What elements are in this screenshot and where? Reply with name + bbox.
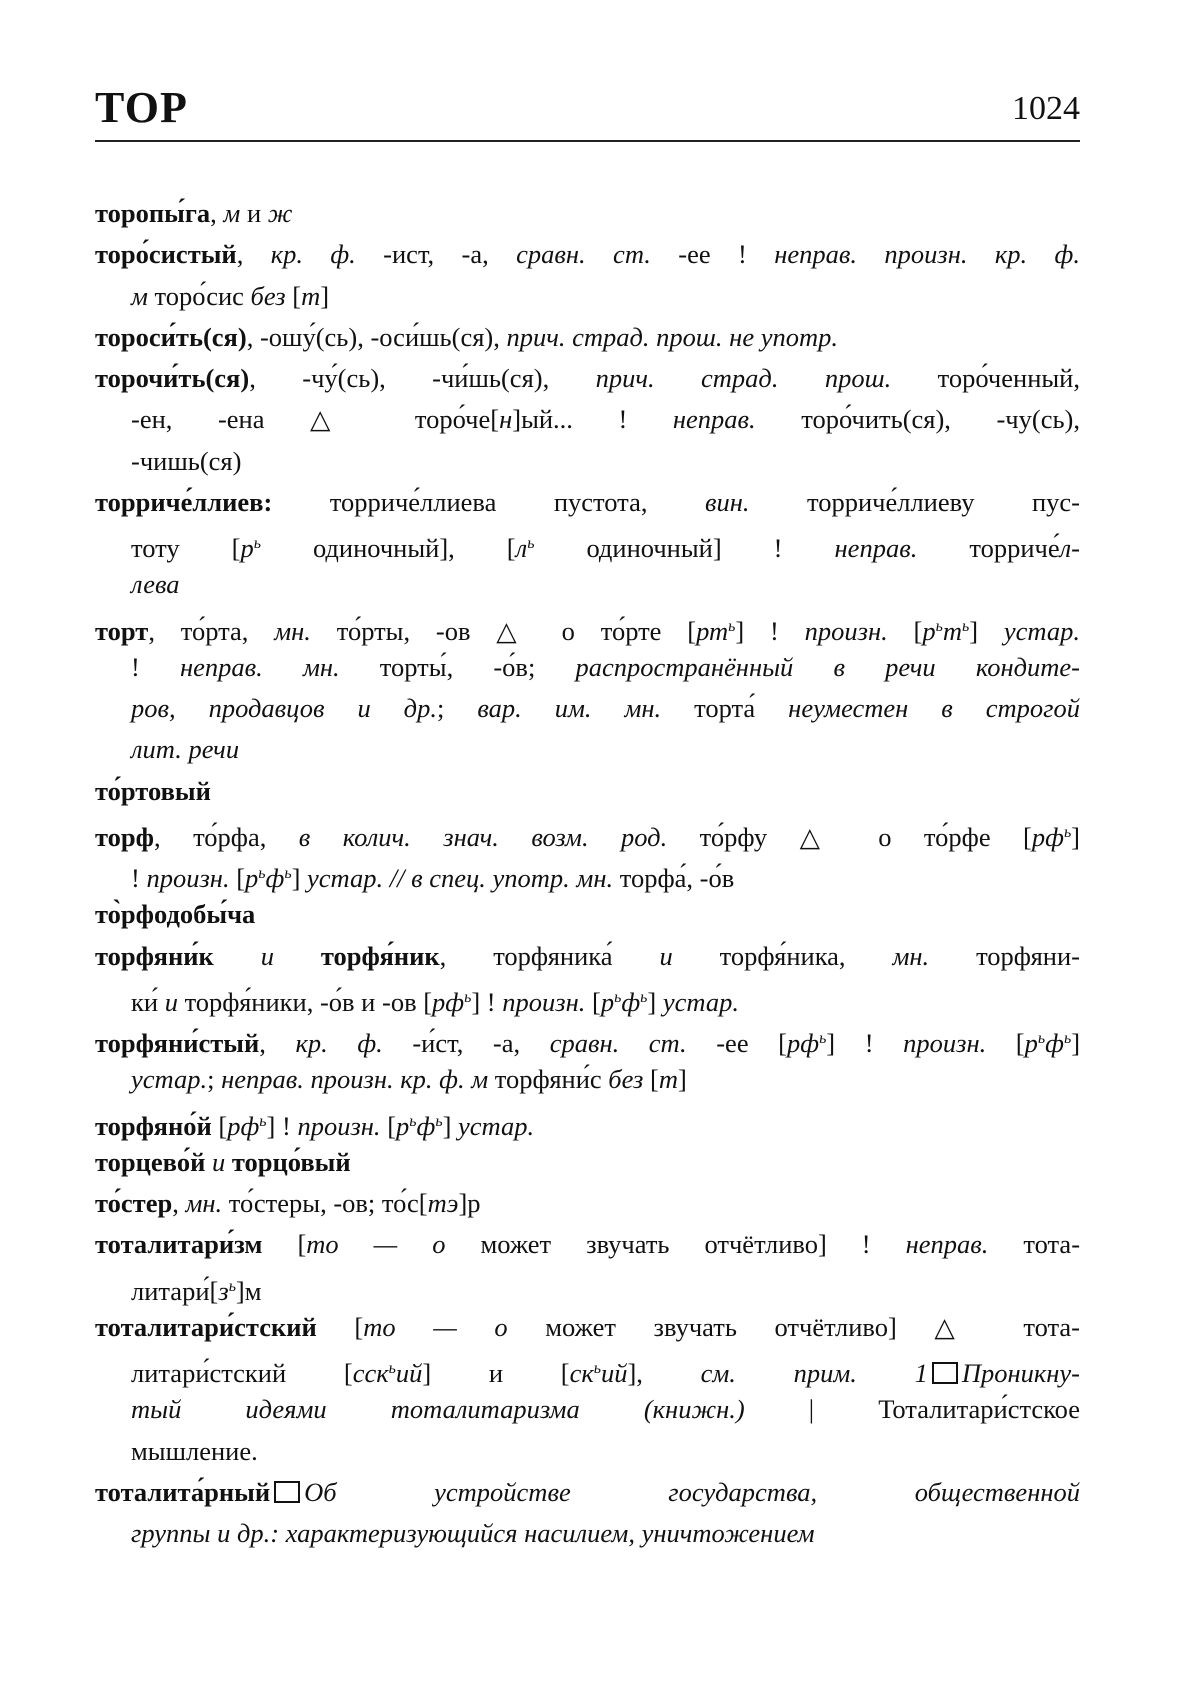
italic-note: произн. bbox=[297, 1110, 381, 1141]
entry-text: ] ! bbox=[826, 1028, 904, 1058]
entry-text: -ен, -ена △ торо́че[ bbox=[131, 404, 500, 435]
dictionary-entry bbox=[95, 894, 1080, 935]
entry-text: ] bbox=[1071, 1028, 1080, 1058]
italic-note: мн. bbox=[892, 940, 930, 971]
entry-text: торо́сис bbox=[147, 280, 251, 311]
soft-sign-superscript: ь bbox=[527, 535, 535, 552]
italic-note: л bbox=[515, 533, 528, 563]
dictionary-entry bbox=[95, 936, 1080, 1019]
italic-note: группы и др.: характеризующийся насилием, уничтожением bbox=[131, 1518, 815, 1548]
italic-note: неправ. произн. кр. ф. bbox=[774, 239, 1080, 270]
soft-sign-superscript: ь bbox=[614, 988, 622, 1006]
italic-note: то — о bbox=[363, 1311, 508, 1342]
entry-text: ], bbox=[627, 1358, 701, 1388]
dictionary-entry bbox=[95, 1472, 1080, 1555]
italic-note: ий bbox=[600, 1358, 628, 1388]
dictionary-entry bbox=[95, 812, 1080, 895]
entry-text: тота- bbox=[988, 1229, 1080, 1260]
italic-note: прич. страд. прош. не употр. bbox=[506, 321, 838, 352]
italic-note: устар. // в спец. употр. мн. bbox=[307, 863, 614, 893]
entry-text: торо́ченный, bbox=[891, 363, 1080, 393]
entry-text: [ bbox=[643, 1064, 659, 1095]
entry-text: [ bbox=[262, 1229, 307, 1260]
definition-box-icon bbox=[932, 1362, 958, 1384]
entry-text bbox=[580, 1394, 644, 1424]
headword: тоталита́рный bbox=[95, 1476, 271, 1507]
italic-note: Об устройстве государства, общественной bbox=[304, 1476, 1080, 1507]
headword: торцево́й bbox=[95, 1146, 206, 1177]
entry-text: ки́ bbox=[131, 986, 165, 1017]
entry-text: ; bbox=[207, 1064, 222, 1095]
entry-text: [ bbox=[211, 1110, 228, 1141]
entry-text: то́стеры, -ов; то́с[ bbox=[222, 1188, 428, 1218]
dictionary-entry bbox=[95, 1183, 1080, 1224]
italic-note: Проникну- bbox=[961, 1358, 1080, 1388]
italic-note: мн. bbox=[274, 615, 311, 646]
italic-note: неправ. мн. bbox=[180, 651, 340, 682]
italic-note: произн. bbox=[502, 986, 586, 1017]
entry-text: торриче́ bbox=[917, 533, 1060, 563]
entry-line bbox=[95, 688, 1080, 729]
dictionary-entry bbox=[95, 1224, 1080, 1307]
entry-line bbox=[95, 234, 1080, 275]
headword: тоталитари́стский bbox=[95, 1311, 317, 1342]
entry-text: торта́ bbox=[661, 693, 789, 723]
italic-note: кр. ф. bbox=[295, 1028, 383, 1058]
headword: торт bbox=[95, 615, 149, 646]
headword: то́стер bbox=[95, 1188, 173, 1218]
headword: тороси́ть(ся) bbox=[95, 321, 247, 352]
entry-line bbox=[95, 317, 1080, 358]
soft-sign-superscript: ь bbox=[253, 535, 261, 552]
entry-line bbox=[95, 771, 1080, 812]
soft-sign-superscript: ь bbox=[593, 1360, 601, 1377]
entry-text: ]ый... ! bbox=[512, 404, 673, 435]
entry-line bbox=[95, 1266, 1080, 1307]
headword: торцо́вый bbox=[231, 1146, 351, 1177]
entry-text: , торфяника́ bbox=[439, 940, 660, 971]
entry-text: торфяни́с bbox=[488, 1064, 609, 1095]
entry-text: , то́рфа, bbox=[154, 821, 299, 852]
italic-note: устар. bbox=[458, 1110, 535, 1141]
italic-note: р bbox=[245, 863, 259, 893]
entry-text: , bbox=[236, 239, 271, 270]
italic-note: ск bbox=[569, 1358, 594, 1388]
headword: торопы́га bbox=[95, 198, 211, 228]
entry-line bbox=[95, 729, 1080, 770]
italic-note: сравн. ст. bbox=[516, 239, 651, 270]
italic-note: т bbox=[658, 1064, 678, 1095]
dictionary-entry bbox=[95, 358, 1080, 482]
italic-note: произн. bbox=[146, 863, 230, 893]
dictionary-entry bbox=[95, 234, 1080, 317]
entry-line bbox=[95, 1018, 1080, 1059]
entry-text: ! bbox=[131, 863, 147, 893]
soft-sign-superscript: ь bbox=[640, 988, 648, 1006]
headword: торочи́ть(ся) bbox=[95, 363, 250, 393]
entry-text: [ bbox=[585, 986, 601, 1017]
dictionary-entry bbox=[95, 1307, 1080, 1472]
soft-sign-superscript: ь bbox=[1063, 1030, 1072, 1047]
soft-sign-superscript: ь bbox=[258, 865, 266, 882]
entry-text: , -чу́(сь), -чи́шь(ся), bbox=[249, 363, 596, 393]
italic-note: мн. bbox=[185, 1188, 223, 1218]
entry-text: ]р bbox=[458, 1188, 481, 1218]
headword: торфяни́стый bbox=[95, 1028, 260, 1058]
entry-text: литари́стский [ bbox=[131, 1358, 353, 1388]
italic-note: н bbox=[499, 404, 513, 435]
italic-note: устар. bbox=[662, 986, 739, 1017]
italic-note: сск bbox=[352, 1358, 389, 1388]
italic-note: и bbox=[659, 940, 673, 971]
entry-line bbox=[95, 399, 1080, 440]
entry-line bbox=[95, 936, 1080, 977]
italic-note: м bbox=[131, 280, 148, 311]
dictionary-entry bbox=[95, 317, 1080, 358]
soft-sign-superscript: ь bbox=[409, 1112, 417, 1130]
entry-text: -ист, -а, bbox=[355, 239, 517, 270]
entry-line bbox=[95, 193, 1080, 234]
soft-sign-superscript: ь bbox=[259, 1112, 267, 1130]
entry-text: то́рты, -ов △ о то́рте [ bbox=[310, 615, 697, 646]
headword: торфя́ник bbox=[320, 940, 440, 971]
entry-text: может звучать отчётливо] △ тота- bbox=[507, 1311, 1080, 1342]
entry-text: , bbox=[210, 198, 224, 228]
headword: торф bbox=[95, 821, 154, 852]
soft-sign-superscript: ь bbox=[1063, 823, 1072, 841]
entry-text: , bbox=[259, 1028, 296, 1058]
italic-note: ф bbox=[416, 1110, 436, 1141]
italic-note: лева bbox=[131, 569, 180, 600]
page-number: 1024 bbox=[1012, 90, 1080, 127]
entry-line bbox=[95, 977, 1080, 1018]
entry-text: -чишь(ся) bbox=[131, 445, 242, 476]
italic-note: тый идеями тоталитаризма bbox=[131, 1394, 580, 1425]
italic-note: (книжн.) bbox=[643, 1394, 745, 1425]
italic-note: и bbox=[164, 986, 178, 1017]
entry-text: мышление. bbox=[131, 1435, 258, 1466]
italic-note: р bbox=[1024, 1028, 1038, 1058]
definition-box-icon bbox=[274, 1481, 300, 1503]
italic-note: произн. bbox=[804, 615, 888, 646]
italic-note: т bbox=[942, 615, 963, 646]
entry-text: торриче́ллиева пустота, bbox=[272, 486, 705, 517]
entry-text: , -ошу́(сь), -оси́шь(ся), bbox=[246, 321, 507, 352]
italic-note: кр. ф. bbox=[270, 239, 356, 270]
entry-text: -ее [ bbox=[686, 1028, 787, 1058]
entry-text: [ bbox=[887, 615, 923, 646]
soft-sign-superscript: ь bbox=[228, 1277, 236, 1295]
entry-text: то́рфу △ о то́рфе [ bbox=[667, 821, 1032, 852]
entry-text: ] bbox=[1071, 821, 1080, 852]
italic-note: устар. bbox=[1003, 615, 1080, 646]
italic-note: рф bbox=[227, 1110, 260, 1141]
entry-text: ] bbox=[442, 1110, 459, 1141]
entry-line bbox=[95, 894, 1080, 935]
italic-note: лит. речи bbox=[131, 734, 240, 765]
soft-sign-superscript: ь bbox=[819, 1030, 827, 1047]
italic-note: рф bbox=[432, 986, 465, 1017]
soft-sign-superscript: ь bbox=[935, 617, 943, 635]
italic-note: то — о bbox=[306, 1229, 446, 1260]
italic-note: ф bbox=[1045, 1028, 1064, 1058]
italic-note: ров, продавцов и др. bbox=[131, 693, 437, 723]
entry-text: [ bbox=[380, 1110, 397, 1141]
italic-note: л- bbox=[1059, 533, 1080, 563]
soft-sign-superscript: ь bbox=[962, 617, 970, 635]
italic-note: распространённый в речи кондите- bbox=[575, 651, 1080, 682]
dictionary-entry bbox=[95, 771, 1080, 812]
entry-text: ] bbox=[969, 615, 1004, 646]
entry-line bbox=[95, 1513, 1080, 1554]
soft-sign-superscript: ь bbox=[435, 1112, 443, 1130]
headword: то̀рфодобы́ча bbox=[95, 899, 256, 930]
entry-line bbox=[95, 482, 1080, 523]
soft-sign-superscript: ь bbox=[1037, 1030, 1046, 1047]
entry-text: ] bbox=[677, 1064, 687, 1095]
entry-line bbox=[95, 358, 1080, 399]
entry-line bbox=[95, 853, 1080, 894]
italic-note: без bbox=[608, 1064, 644, 1095]
italic-note: и bbox=[205, 1146, 232, 1177]
entry-line bbox=[95, 1472, 1080, 1513]
entry-line bbox=[95, 606, 1080, 647]
entry-text: торфа́, -о́в bbox=[613, 863, 735, 893]
italic-note: неправ. bbox=[905, 1229, 989, 1260]
entry-text: [ bbox=[285, 280, 302, 311]
header-rule bbox=[95, 140, 1080, 142]
entry-text: торфя́ники, -о́в и -ов [ bbox=[177, 986, 433, 1017]
italic-note: произн. bbox=[903, 1028, 987, 1058]
headword: торфяно́й bbox=[95, 1110, 212, 1141]
entry-text: -и́ст, -а, bbox=[382, 1028, 550, 1058]
italic-note: ж bbox=[267, 198, 293, 228]
entry-line bbox=[95, 647, 1080, 688]
dictionary-entry bbox=[95, 606, 1080, 771]
entry-text: ] bbox=[647, 986, 663, 1017]
entry-text: ] и [ bbox=[422, 1358, 570, 1388]
dictionary-entries bbox=[95, 193, 1080, 1554]
entry-text: -ее ! bbox=[650, 239, 775, 270]
headword: торо́систый bbox=[95, 239, 237, 270]
italic-note: сравн. ст. bbox=[549, 1028, 687, 1058]
headword: то́ртовый bbox=[95, 775, 211, 806]
entry-text: торфя́ника, bbox=[672, 940, 893, 971]
dictionary-entry bbox=[95, 1101, 1080, 1142]
italic-note: р bbox=[240, 533, 254, 563]
italic-note: в колич. знач. возм. род. bbox=[298, 821, 668, 852]
entry-line bbox=[95, 812, 1080, 853]
italic-note: рф bbox=[1031, 821, 1064, 852]
italic-note: без bbox=[250, 280, 286, 311]
entry-text: , то́рта, bbox=[148, 615, 275, 646]
italic-note: см. прим. 1 bbox=[700, 1358, 928, 1388]
entry-text: [ bbox=[316, 1311, 364, 1342]
entry-text: ]м bbox=[235, 1275, 262, 1306]
italic-note: р bbox=[922, 615, 936, 646]
soft-sign-superscript: ь bbox=[284, 865, 292, 882]
entry-line bbox=[95, 1348, 1080, 1389]
entry-text: [ bbox=[986, 1028, 1025, 1058]
soft-sign-superscript: ь bbox=[388, 1360, 396, 1377]
italic-note: неправ. bbox=[834, 533, 918, 563]
entry-line bbox=[95, 276, 1080, 317]
italic-note: тэ bbox=[427, 1188, 459, 1218]
entry-text: литари́[ bbox=[131, 1275, 219, 1306]
italic-note: вар. им. мн. bbox=[477, 693, 662, 723]
italic-note: рф bbox=[786, 1028, 820, 1058]
entry-text: ] bbox=[291, 863, 308, 893]
entry-text: может звучать отчётливо] ! bbox=[445, 1229, 906, 1260]
entry-text: ] ! bbox=[266, 1110, 298, 1141]
italic-note: з bbox=[218, 1275, 229, 1306]
headword: торфяни́к bbox=[95, 940, 214, 971]
entry-line bbox=[95, 1183, 1080, 1224]
italic-note: т bbox=[301, 280, 321, 311]
italic-note: ий bbox=[395, 1358, 423, 1388]
entry-line bbox=[95, 1059, 1080, 1100]
entry-text: , bbox=[172, 1188, 186, 1218]
italic-note: вин. bbox=[704, 486, 750, 517]
entry-line bbox=[95, 1389, 1080, 1430]
italic-note: устар. bbox=[131, 1064, 208, 1095]
italic-note: рт bbox=[696, 615, 729, 646]
dictionary-entry bbox=[95, 482, 1080, 606]
entry-text: | Тоталитари́стское bbox=[744, 1394, 1080, 1425]
entry-text: одиночный] ! bbox=[534, 533, 835, 563]
italic-note: м bbox=[223, 198, 241, 228]
italic-note: р bbox=[600, 986, 615, 1017]
headword: тоталитари́зм bbox=[95, 1229, 263, 1260]
running-head-word: ТОР bbox=[95, 83, 188, 132]
entry-line bbox=[95, 441, 1080, 482]
entry-text: и bbox=[240, 198, 268, 228]
entry-line bbox=[95, 1101, 1080, 1142]
italic-note: ф bbox=[265, 863, 285, 893]
entry-text: [ bbox=[229, 863, 246, 893]
italic-note: неправ. bbox=[672, 404, 756, 435]
italic-note: и bbox=[213, 940, 321, 971]
entry-text: тоту [ bbox=[131, 533, 241, 563]
italic-note: прич. страд. прош. bbox=[595, 363, 892, 393]
entry-text: ] ! bbox=[471, 986, 503, 1017]
dictionary-entry bbox=[95, 1018, 1080, 1101]
entry-text: ! bbox=[131, 651, 180, 682]
entry-line bbox=[95, 523, 1080, 564]
entry-text: ] ! bbox=[735, 615, 805, 646]
entry-line bbox=[95, 1307, 1080, 1348]
entry-line bbox=[95, 1224, 1080, 1265]
dictionary-entry bbox=[95, 193, 1080, 234]
entry-line bbox=[95, 1142, 1080, 1183]
headword: торриче́ллиев: bbox=[95, 486, 273, 517]
entry-text: ; bbox=[436, 693, 478, 723]
entry-text: торо́чить(ся), -чу(сь), bbox=[755, 404, 1080, 435]
entry-line bbox=[95, 1431, 1080, 1472]
entry-text: торты́, -о́в; bbox=[339, 651, 576, 682]
entry-line bbox=[95, 564, 1080, 605]
entry-text: ] bbox=[320, 280, 330, 311]
italic-note: неправ. произн. кр. ф. м bbox=[221, 1064, 489, 1095]
italic-note: неуместен в строгой bbox=[788, 693, 1080, 723]
dictionary-entry bbox=[95, 1142, 1080, 1183]
soft-sign-superscript: ь bbox=[728, 617, 736, 635]
italic-note: ф bbox=[621, 986, 641, 1017]
italic-note: р bbox=[396, 1110, 410, 1141]
entry-text: одиночный], [ bbox=[260, 533, 516, 563]
entry-text: торриче́ллиеву пус- bbox=[749, 486, 1080, 517]
entry-text: торфяни- bbox=[929, 940, 1080, 971]
soft-sign-superscript: ь bbox=[464, 988, 472, 1006]
